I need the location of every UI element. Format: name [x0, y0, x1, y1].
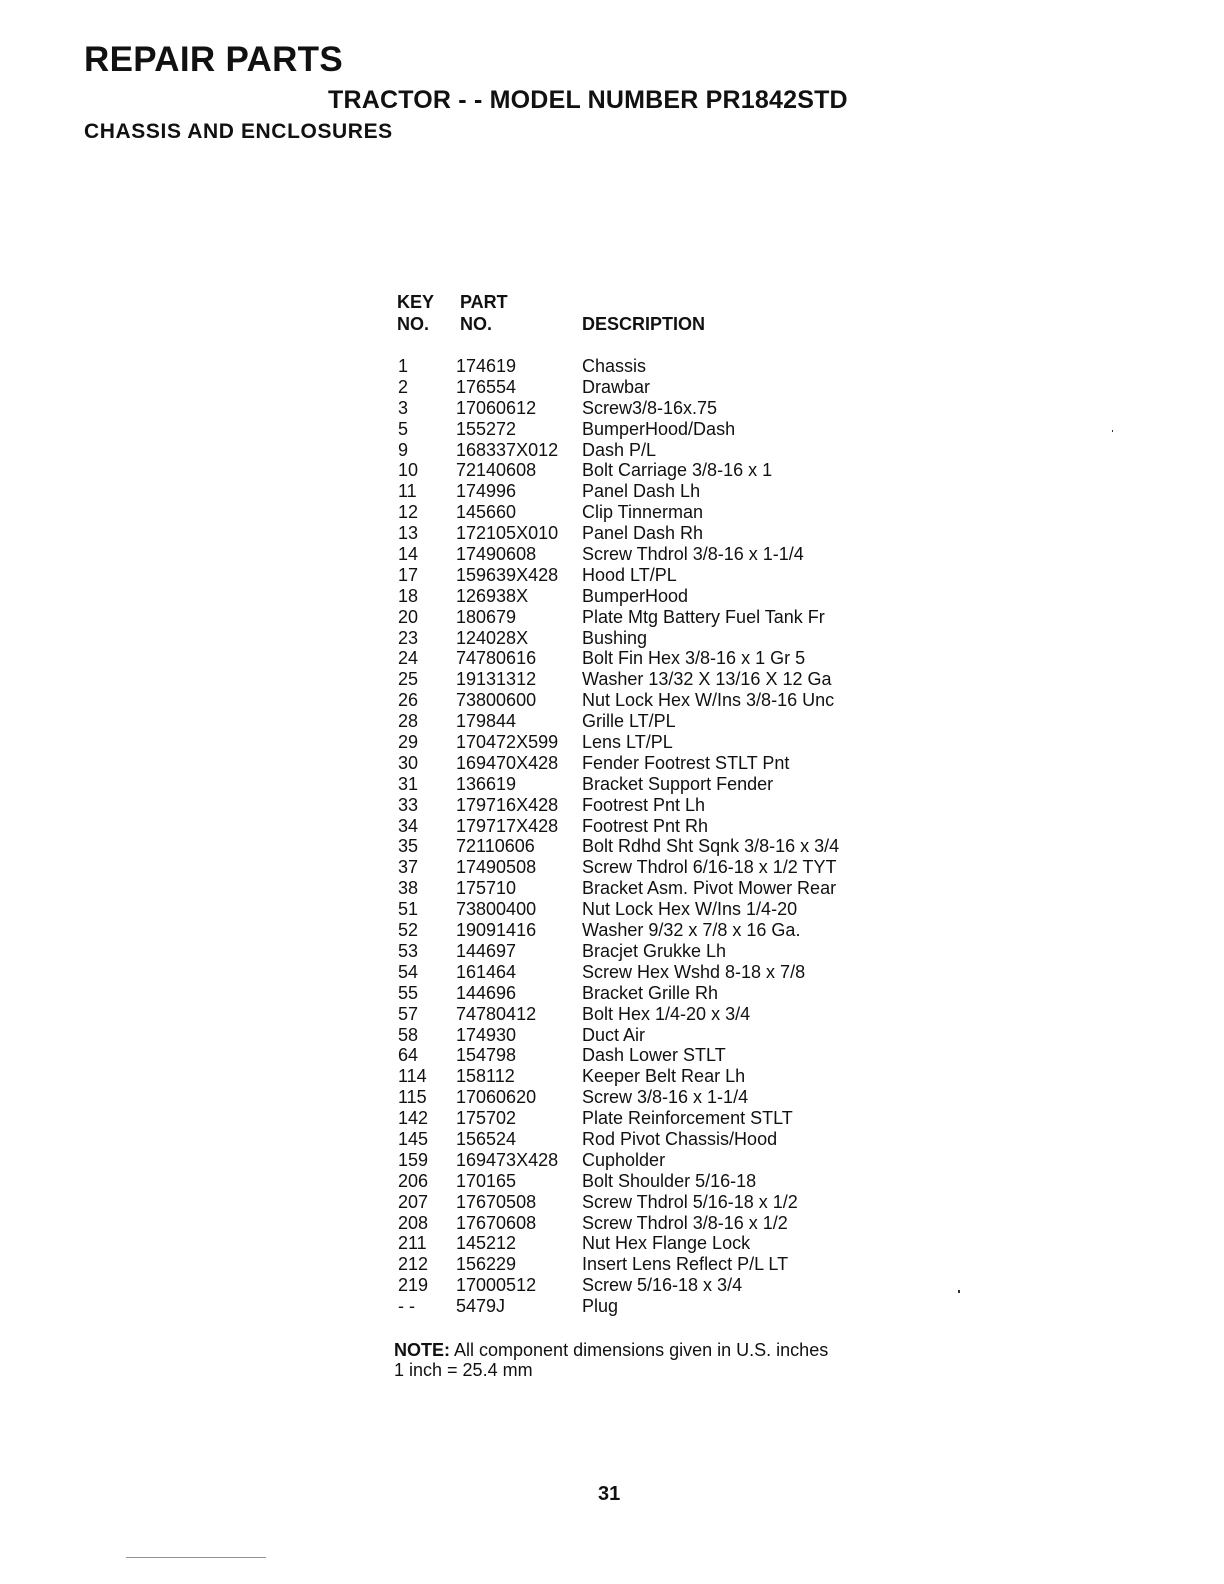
table-row: [397, 607, 917, 628]
part-number: 175702: [456, 1108, 517, 1129]
part-number: 5479J: [456, 1296, 506, 1317]
table-row: [397, 836, 917, 857]
table-row: [397, 502, 917, 523]
note-line2: 1 inch = 25.4 mm: [394, 1360, 533, 1380]
table-row: [397, 1004, 917, 1025]
part-description: Keeper Belt Rear Lh: [582, 1066, 746, 1087]
table-row: [397, 377, 917, 398]
key-number: 10: [398, 460, 419, 481]
part-description: Lens LT/PL: [582, 732, 673, 753]
key-number: 58: [398, 1024, 419, 1045]
part-description: Washer 13/32 X 13/16 X 12 Ga: [582, 669, 832, 690]
part-number: 179844: [456, 711, 517, 732]
key-number: 30: [398, 752, 419, 773]
key-number: 14: [398, 544, 419, 565]
part-number: 156229: [456, 1254, 517, 1275]
part-number: 17490608: [456, 544, 537, 565]
part-description: Chassis: [582, 356, 647, 376]
part-description: Screw Hex Wshd 8-18 x 7/8: [582, 961, 806, 982]
table-row: [397, 795, 917, 816]
part-number: 170472X599: [456, 732, 559, 753]
part-description: Grille LT/PL: [582, 711, 676, 732]
header-part-line2: NO.: [460, 314, 493, 334]
key-number: 12: [398, 502, 419, 523]
part-number: 158112: [456, 1066, 515, 1087]
part-description: Bolt Rdhd Sht Sqnk 3/8-16 x 3/4: [582, 836, 840, 857]
header-description: DESCRIPTION: [582, 314, 706, 334]
part-description: Screw Thdrol 6/16-18 x 1/2 TYT: [582, 857, 837, 878]
table-row: [397, 460, 917, 481]
part-number: 17060612: [456, 397, 537, 418]
key-number: 3: [398, 397, 409, 418]
table-row: [397, 711, 917, 732]
table-row: [397, 544, 917, 565]
table-row: [397, 920, 917, 941]
table-row: [397, 1275, 917, 1296]
part-number: 19131312: [456, 669, 537, 690]
part-description: Panel Dash Rh: [582, 523, 704, 544]
part-number: 169473X428: [456, 1149, 559, 1170]
part-number: 126938X: [456, 585, 529, 606]
table-row: [397, 1233, 917, 1254]
key-number: 33: [398, 794, 419, 815]
part-number: 73800400: [456, 899, 537, 920]
part-number: 17490508: [456, 857, 537, 878]
table-row: [397, 628, 917, 649]
part-number: 144697: [456, 940, 517, 961]
part-description: Screw Thdrol 3/8-16 x 1-1/4: [582, 544, 804, 565]
table-row: [397, 586, 917, 607]
key-number: 64: [398, 1045, 419, 1066]
scan-speck: [1112, 430, 1113, 432]
table-row: [397, 962, 917, 983]
header-key-line2: NO.: [397, 314, 430, 334]
table-row: [397, 732, 917, 753]
part-number: 136619: [456, 773, 517, 794]
key-number: 28: [398, 711, 419, 732]
part-number: 145212: [456, 1233, 517, 1254]
key-number: 212: [398, 1254, 429, 1275]
page-number: 31: [598, 1483, 621, 1505]
key-number: 52: [398, 920, 419, 941]
table-row: [397, 398, 917, 419]
key-number: 206: [398, 1170, 429, 1191]
table-row: [397, 481, 917, 502]
table-row: [397, 523, 917, 544]
key-number: 29: [398, 732, 419, 753]
key-number: 20: [398, 606, 419, 627]
part-description: Rod Pivot Chassis/Hood: [582, 1128, 778, 1149]
part-description: Bolt Hex 1/4-20 x 3/4: [582, 1003, 751, 1024]
key-number: 2: [398, 376, 409, 397]
key-number: 208: [398, 1212, 429, 1233]
table-row: [397, 440, 917, 461]
key-number: 159: [398, 1149, 429, 1170]
note: [394, 1340, 828, 1380]
part-description: Screw Thdrol 5/16-18 x 1/2: [582, 1191, 798, 1212]
table-row: [397, 690, 917, 711]
key-number: 24: [398, 648, 419, 669]
part-number: 124028X: [456, 627, 529, 648]
part-description: Plate Mtg Battery Fuel Tank Fr: [582, 606, 825, 627]
key-number: - -: [398, 1296, 415, 1317]
part-number: 74780616: [456, 648, 537, 669]
part-description: Screw 5/16-18 x 3/4: [582, 1275, 743, 1296]
part-description: Nut Lock Hex W/Ins 3/8-16 Unc: [582, 690, 835, 711]
table-row: [397, 356, 917, 377]
part-description: Plug: [582, 1296, 619, 1317]
part-description: Panel Dash Lh: [582, 481, 701, 502]
key-number: 207: [398, 1191, 429, 1212]
part-description: Footrest Pnt Rh: [582, 815, 709, 836]
key-number: 51: [398, 899, 419, 920]
part-description: Bracjet Grukke Lh: [582, 940, 727, 961]
scan-speck: [958, 1290, 960, 1293]
table-row: [397, 941, 917, 962]
part-description: Bushing: [582, 627, 648, 648]
part-description: Screw Thdrol 3/8-16 x 1/2: [582, 1212, 788, 1233]
table-row: [397, 816, 917, 837]
part-number: 17670608: [456, 1212, 537, 1233]
part-description: Screw3/8-16x.75: [582, 397, 718, 418]
part-description: Washer 9/32 x 7/8 x 16 Ga.: [582, 920, 801, 941]
part-description: Bolt Carriage 3/8-16 x 1: [582, 460, 773, 481]
part-number: 170165: [456, 1170, 517, 1191]
table-row: [397, 857, 917, 878]
key-number: 11: [398, 481, 417, 502]
part-number: 179717X428: [456, 815, 559, 836]
table-row: [397, 1171, 917, 1192]
part-number: 154798: [456, 1045, 517, 1066]
part-number: 172105X010: [456, 523, 559, 544]
part-number: 19091416: [456, 920, 537, 941]
header-part-line1: PART: [460, 292, 508, 312]
part-number: 174619: [456, 356, 517, 376]
part-description: Fender Footrest STLT Pnt: [582, 752, 790, 773]
part-number: 72110606: [456, 836, 535, 857]
table-row: [397, 878, 917, 899]
table-row: [397, 899, 917, 920]
section-heading: CHASSIS AND ENCLOSURES: [84, 120, 393, 143]
key-number: 54: [398, 961, 419, 982]
part-number: 180679: [456, 606, 517, 627]
table-row: [397, 983, 917, 1004]
key-number: 9: [398, 439, 409, 460]
part-description: Insert Lens Reflect P/L LT: [582, 1254, 789, 1275]
part-number: 174930: [456, 1024, 517, 1045]
table-row: [397, 1087, 917, 1108]
part-number: 169470X428: [456, 752, 559, 773]
table-row: [397, 753, 917, 774]
part-description: Drawbar: [582, 376, 651, 397]
table-row: [397, 669, 917, 690]
part-number: 17000512: [456, 1275, 537, 1296]
key-number: 13: [398, 523, 419, 544]
page-title: REPAIR PARTS: [84, 40, 343, 79]
key-number: 114: [398, 1066, 427, 1087]
table-row: [397, 1296, 917, 1317]
part-number: 74780412: [456, 1003, 537, 1024]
part-number: 155272: [456, 418, 517, 439]
part-number: 17670508: [456, 1191, 537, 1212]
part-description: Nut Lock Hex W/Ins 1/4-20: [582, 899, 798, 920]
key-number: 142: [398, 1108, 429, 1129]
part-number: 159639X428: [456, 564, 559, 585]
part-description: Plate Reinforcement STLT: [582, 1108, 793, 1129]
table-header: [397, 292, 917, 350]
part-description: Bolt Fin Hex 3/8-16 x 1 Gr 5: [582, 648, 806, 669]
table-row: [397, 1108, 917, 1129]
key-number: 219: [398, 1275, 429, 1296]
table-row: [397, 419, 917, 440]
part-description: Bracket Support Fender: [582, 773, 774, 794]
part-description: BumperHood: [582, 585, 689, 606]
key-number: 37: [398, 857, 419, 878]
table-row: [397, 648, 917, 669]
key-number: 38: [398, 878, 419, 899]
part-number: 161464: [456, 961, 517, 982]
part-description: Dash P/L: [582, 439, 657, 460]
part-description: Dash Lower STLT: [582, 1045, 726, 1066]
key-number: 23: [398, 627, 419, 648]
part-description: Duct Air: [582, 1024, 646, 1045]
bottom-rule: [126, 1557, 266, 1558]
part-description: Bracket Grille Rh: [582, 982, 719, 1003]
table-body: [397, 356, 917, 1317]
note-line1: [394, 1340, 828, 1360]
table-row: [397, 1025, 917, 1046]
table-row: [397, 1254, 917, 1275]
table-row: [397, 1129, 917, 1150]
table-row: [397, 1213, 917, 1234]
part-description: Bracket Asm. Pivot Mower Rear: [582, 878, 837, 899]
key-number: 55: [398, 982, 419, 1003]
key-number: 145: [398, 1128, 429, 1149]
key-number: 34: [398, 815, 419, 836]
part-description: Screw 3/8-16 x 1-1/4: [582, 1087, 749, 1108]
part-description: Hood LT/PL: [582, 564, 677, 585]
table-row: [397, 1150, 917, 1171]
part-description: BumperHood/Dash: [582, 418, 736, 439]
part-description: Cupholder: [582, 1149, 666, 1170]
table-row: [397, 565, 917, 586]
part-description: Bolt Shoulder 5/16-18: [582, 1170, 757, 1191]
part-number: 17060620: [456, 1087, 537, 1108]
key-number: 1: [398, 356, 409, 376]
key-number: 53: [398, 940, 419, 961]
parts-table: [397, 292, 917, 1317]
table-row: [397, 1045, 917, 1066]
part-number: 145660: [456, 502, 517, 523]
key-number: 115: [398, 1087, 427, 1108]
key-number: 17: [398, 564, 419, 585]
table-row: [397, 1192, 917, 1213]
model-subtitle: TRACTOR - - MODEL NUMBER PR1842STD: [328, 86, 848, 114]
header-key-line1: KEY: [397, 292, 435, 312]
note-label: NOTE:: [394, 1340, 450, 1360]
table-row: [397, 1066, 917, 1087]
part-number: 176554: [456, 376, 517, 397]
part-number: 174996: [456, 481, 517, 502]
note-text: All component dimensions given in U.S. inches: [450, 1340, 829, 1360]
part-number: 168337X012: [456, 439, 559, 460]
key-number: 18: [398, 585, 419, 606]
part-number: 72140608: [456, 460, 537, 481]
part-number: 179716X428: [456, 794, 559, 815]
key-number: 31: [398, 773, 419, 794]
part-number: 156524: [456, 1128, 517, 1149]
key-number: 57: [398, 1003, 419, 1024]
part-number: 175710: [456, 878, 517, 899]
key-number: 26: [398, 690, 419, 711]
key-number: 35: [398, 836, 419, 857]
key-number: 25: [398, 669, 419, 690]
part-number: 144696: [456, 982, 517, 1003]
part-number: 73800600: [456, 690, 537, 711]
part-description: Footrest Pnt Lh: [582, 794, 706, 815]
part-description: Nut Hex Flange Lock: [582, 1233, 751, 1254]
part-description: Clip Tinnerman: [582, 502, 704, 523]
key-number: 211: [398, 1233, 427, 1254]
table-row: [397, 774, 917, 795]
key-number: 5: [398, 418, 409, 439]
